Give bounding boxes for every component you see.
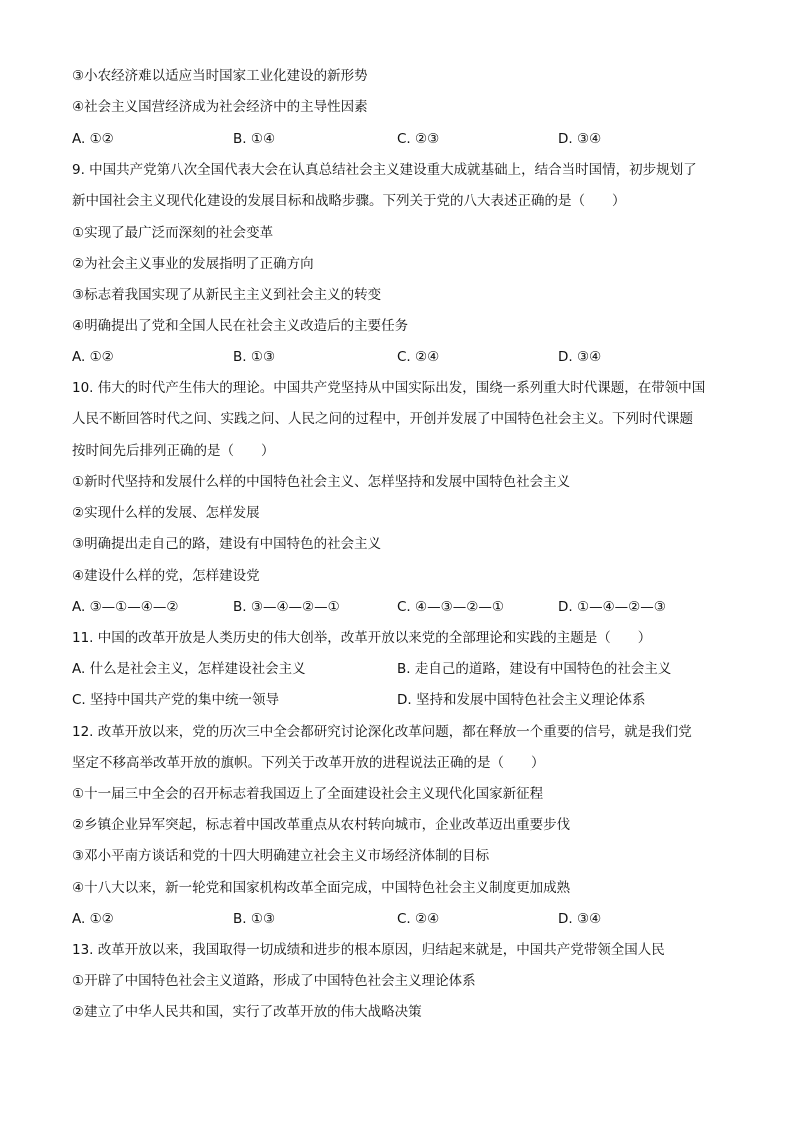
q11-option-c: C. 坚持中国共产党的集中统一领导 — [72, 692, 280, 708]
q9-stem-line-2: 新中国社会主义现代化建设的发展目标和战略步骤。下列关于党的八大表述正确的是（ ） — [72, 193, 626, 209]
q13-item-2: ②建立了中华人民共和国，实行了改革开放的伟大战略决策 — [72, 1004, 422, 1020]
q12-item-4: ④十八大以来，新一轮党和国家机构改革全面完成，中国特色社会主义制度更加成熟 — [72, 880, 571, 896]
q8-option-b: B. ①④ — [233, 131, 276, 147]
q9-item-1: ①实现了最广泛而深刻的社会变革 — [72, 225, 274, 241]
q10-option-c: C. ④—③—②—① — [397, 599, 504, 615]
q10-item-1: ①新时代坚持和发展什么样的中国特色社会主义、怎样坚持和发展中国特色社会主义 — [72, 474, 571, 490]
q12-item-3: ③邓小平南方谈话和党的十四大明确建立社会主义市场经济体制的目标 — [72, 848, 490, 864]
q12-item-1: ①十一届三中全会的召开标志着我国迈上了全面建设社会主义现代化国家新征程 — [72, 786, 544, 802]
q11-option-b: B. 走自己的道路，建设有中国特色的社会主义 — [397, 661, 672, 677]
q13-item-1: ①开辟了中国特色社会主义道路，形成了中国特色社会主义理论体系 — [72, 973, 476, 989]
q13-stem-line-1: 13. 改革开放以来，我国取得一切成绩和进步的根本原因，归结起来就是，中国共产党带领全国人民 — [72, 942, 665, 958]
q8-option-a: A. ①② — [72, 131, 114, 147]
q9-item-3: ③标志着我国实现了从新民主主义到社会主义的转变 — [72, 287, 382, 303]
q9-option-c: C. ②④ — [397, 349, 440, 365]
q12-item-2: ②乡镇企业异军突起，标志着中国改革重点从农村转向城市，企业改革迈出重要步伐 — [72, 817, 571, 833]
q12-option-b: B. ①③ — [233, 911, 276, 927]
q10-option-d: D. ①—④—②—③ — [558, 599, 666, 615]
q9-item-2: ②为社会主义事业的发展指明了正确方向 — [72, 256, 314, 272]
q12-option-c: C. ②④ — [397, 911, 440, 927]
q10-option-b: B. ③—④—②—① — [233, 599, 340, 615]
q9-option-b: B. ①③ — [233, 349, 276, 365]
q9-option-d: D. ③④ — [558, 349, 602, 365]
q10-stem-line-3: 按时间先后排列正确的是（ ） — [72, 443, 275, 459]
q8-item-4: ④社会主义国营经济成为社会经济中的主导性因素 — [72, 99, 368, 115]
q12-option-d: D. ③④ — [558, 911, 602, 927]
q10-option-a: A. ③—①—④—② — [72, 599, 179, 615]
q8-item-3: ③小农经济难以适应当时国家工业化建设的新形势 — [72, 68, 368, 84]
q8-option-c: C. ②③ — [397, 131, 440, 147]
q10-stem-line-2: 人民不断回答时代之问、实践之问、人民之问的过程中，开创并发展了中国特色社会主义。下列时代课题 — [72, 411, 693, 427]
q11-option-a: A. 什么是社会主义，怎样建设社会主义 — [72, 661, 306, 677]
q10-item-4: ④建设什么样的党，怎样建设党 — [72, 568, 260, 584]
q10-item-3: ③明确提出走自己的路，建设有中国特色的社会主义 — [72, 536, 382, 552]
q9-stem-line-1: 9. 中国共产党第八次全国代表大会在认真总结社会主义建设重大成就基础上，结合当时国情，初步规划了 — [72, 162, 697, 178]
q9-option-a: A. ①② — [72, 349, 114, 365]
q11-option-d: D. 坚持和发展中国特色社会主义理论体系 — [397, 692, 646, 708]
q9-item-4: ④明确提出了党和全国人民在社会主义改造后的主要任务 — [72, 318, 409, 334]
q12-stem-line-2: 坚定不移高举改革开放的旗帜。下列关于改革开放的进程说法正确的是（ ） — [72, 755, 545, 771]
q10-stem-line-1: 10. 伟大的时代产生伟大的理论。中国共产党坚持从中国实际出发，围绕一系列重大时代课题，在带领中国 — [72, 380, 706, 396]
q10-item-2: ②实现什么样的发展、怎样发展 — [72, 505, 260, 521]
q12-stem-line-1: 12. 改革开放以来，党的历次三中全会都研究讨论深化改革问题，都在释放一个重要的信号，就是我们党 — [72, 724, 692, 740]
q12-option-a: A. ①② — [72, 911, 114, 927]
q11-stem-line-1: 11. 中国的改革开放是人类历史的伟大创举，改革开放以来党的全部理论和实践的主题是（ ） — [72, 630, 652, 646]
q8-option-d: D. ③④ — [558, 131, 602, 147]
